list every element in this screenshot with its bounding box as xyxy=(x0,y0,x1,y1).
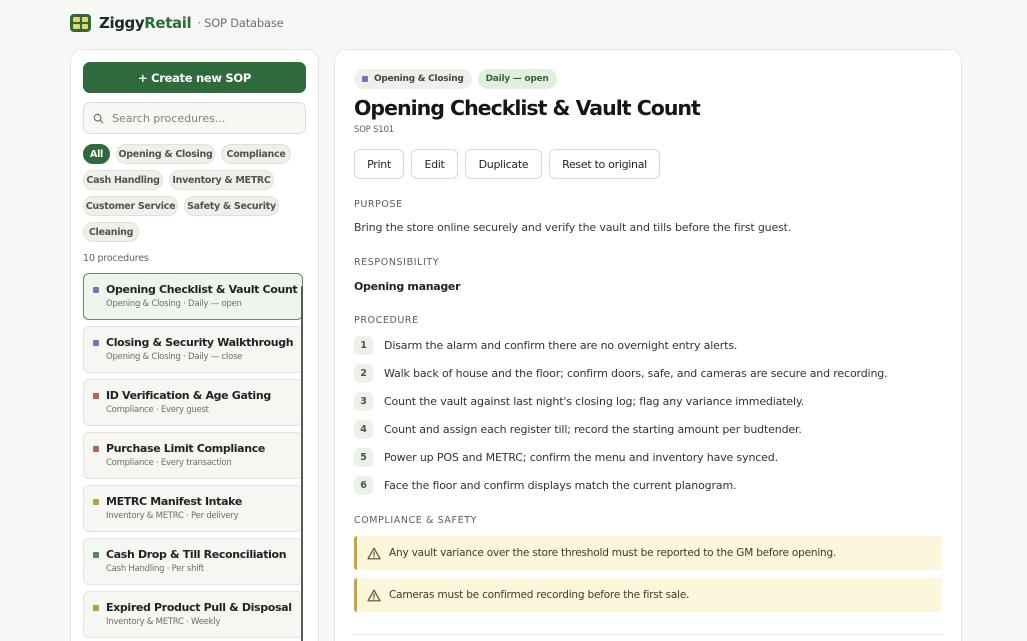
filter-chip-compliance[interactable]: Compliance xyxy=(221,144,291,164)
responsibility-heading: RESPONSIBILITY xyxy=(354,257,440,268)
procedure-heading: PROCEDURE xyxy=(354,315,419,326)
category-color-dot xyxy=(93,287,99,293)
responsibility-text: Opening manager xyxy=(354,280,461,293)
edit-button[interactable]: Edit xyxy=(411,149,458,179)
print-button[interactable]: Print xyxy=(354,149,404,179)
procedure-title: ID Verification & Age Gating xyxy=(106,389,271,402)
purpose-heading: PURPOSE xyxy=(354,199,403,210)
procedure-item[interactable] xyxy=(83,432,303,479)
page-subtitle: · SOP Database xyxy=(197,16,284,30)
warning-text: Cameras must be confirmed recording before the first sale. xyxy=(389,589,690,601)
procedure-title: Expired Product Pull & Disposal xyxy=(106,601,292,614)
app-header xyxy=(70,12,284,34)
procedure-meta: Inventory & METRC · Weekly xyxy=(106,617,221,627)
sop-title: Opening Checklist & Vault Count xyxy=(354,96,700,120)
procedure-step xyxy=(354,420,802,439)
category-color-dot xyxy=(93,605,99,611)
step-text: Count and assign each register till; record the starting amount per budtender. xyxy=(384,423,802,436)
procedure-title: METRC Manifest Intake xyxy=(106,495,242,508)
procedure-step xyxy=(354,364,887,383)
procedure-meta: Compliance · Every transaction xyxy=(106,458,232,468)
procedure-title: Opening Checklist & Vault Count xyxy=(106,283,298,296)
create-sop-button[interactable]: + Create new SOP xyxy=(83,62,306,93)
procedure-item[interactable] xyxy=(83,379,303,426)
step-text: Face the floor and confirm displays match the current planogram. xyxy=(384,479,737,492)
procedure-step xyxy=(354,392,804,411)
purpose-text: Bring the store online securely and verify the vault and tills before the first guest. xyxy=(354,221,792,234)
procedure-step xyxy=(354,336,737,355)
step-number: 5 xyxy=(354,448,373,467)
compliance-heading: COMPLIANCE & SAFETY xyxy=(354,515,477,526)
procedure-meta: Compliance · Every guest xyxy=(106,405,209,415)
procedure-item[interactable] xyxy=(83,485,303,532)
procedure-title: Purchase Limit Compliance xyxy=(106,442,266,455)
filter-chip-customer-service[interactable]: Customer Service xyxy=(83,196,178,216)
step-number: 3 xyxy=(354,392,373,411)
filter-chip-all[interactable]: All xyxy=(83,144,110,164)
search-box[interactable] xyxy=(83,102,306,134)
ziggy-logo-icon xyxy=(70,14,91,32)
procedure-step xyxy=(354,476,736,495)
warning-icon xyxy=(367,547,381,560)
warning-icon xyxy=(367,589,381,602)
section-divider xyxy=(354,634,942,635)
sop-actions xyxy=(354,149,660,179)
category-tag: Opening & Closing xyxy=(354,69,472,89)
procedure-meta: Cash Handling · Per shift xyxy=(106,564,205,574)
step-text: Count the vault against last night's closing log; flag any variance immediately. xyxy=(384,395,805,408)
duplicate-button[interactable]: Duplicate xyxy=(465,149,542,179)
step-number: 2 xyxy=(354,364,373,383)
sop-code: SOP S101 xyxy=(354,125,394,135)
procedure-count: 10 procedures xyxy=(83,253,149,264)
sidebar xyxy=(70,49,319,641)
procedure-item[interactable] xyxy=(83,273,303,320)
category-color-dot xyxy=(362,76,368,82)
procedure-item[interactable] xyxy=(83,591,303,638)
filter-chip-inventory-metrc[interactable]: Inventory & METRC xyxy=(169,170,274,190)
compliance-warning xyxy=(354,536,942,570)
warning-text: Any vault variance over the store threshold must be reported to the GM before opening. xyxy=(389,547,837,559)
step-number: 6 xyxy=(354,476,373,495)
search-input[interactable] xyxy=(112,112,292,125)
category-color-dot xyxy=(93,393,99,399)
category-color-dot xyxy=(93,552,99,558)
filter-chip-cash-handling[interactable]: Cash Handling xyxy=(83,170,163,190)
sop-tags xyxy=(354,69,557,89)
procedure-step xyxy=(354,448,778,467)
step-text: Disarm the alarm and confirm there are no overnight entry alerts. xyxy=(384,339,738,352)
reset-button[interactable]: Reset to original xyxy=(549,149,660,179)
list-scrollbar[interactable] xyxy=(301,286,303,641)
sop-detail-panel xyxy=(334,49,962,641)
filter-chip-opening-closing[interactable]: Opening & Closing xyxy=(116,144,215,164)
compliance-warning xyxy=(354,578,942,612)
filter-chip-cleaning[interactable]: Cleaning xyxy=(83,222,139,242)
search-icon xyxy=(93,113,104,124)
procedure-title: Cash Drop & Till Reconciliation xyxy=(106,548,287,561)
step-text: Power up POS and METRC; confirm the menu and inventory have synced. xyxy=(384,451,778,464)
procedure-meta: Opening & Closing · Daily — close xyxy=(106,352,243,362)
procedure-meta: Inventory & METRC · Per delivery xyxy=(106,511,239,521)
procedure-item[interactable] xyxy=(83,326,303,373)
category-color-dot xyxy=(93,446,99,452)
step-number: 1 xyxy=(354,336,373,355)
filter-chip-safety-security[interactable]: Safety & Security xyxy=(184,196,279,216)
step-number: 4 xyxy=(354,420,373,439)
category-color-dot xyxy=(93,499,99,505)
frequency-tag: Daily — open xyxy=(478,69,557,89)
brand-name: ZiggyRetail xyxy=(99,14,192,32)
step-text: Walk back of house and the floor; confirm doors, safe, and cameras are secure and recording. xyxy=(384,367,888,380)
procedure-meta: Opening & Closing · Daily — open xyxy=(106,299,242,309)
category-color-dot xyxy=(93,340,99,346)
procedure-item[interactable] xyxy=(83,538,303,585)
procedure-title: Closing & Security Walkthrough xyxy=(106,336,294,349)
